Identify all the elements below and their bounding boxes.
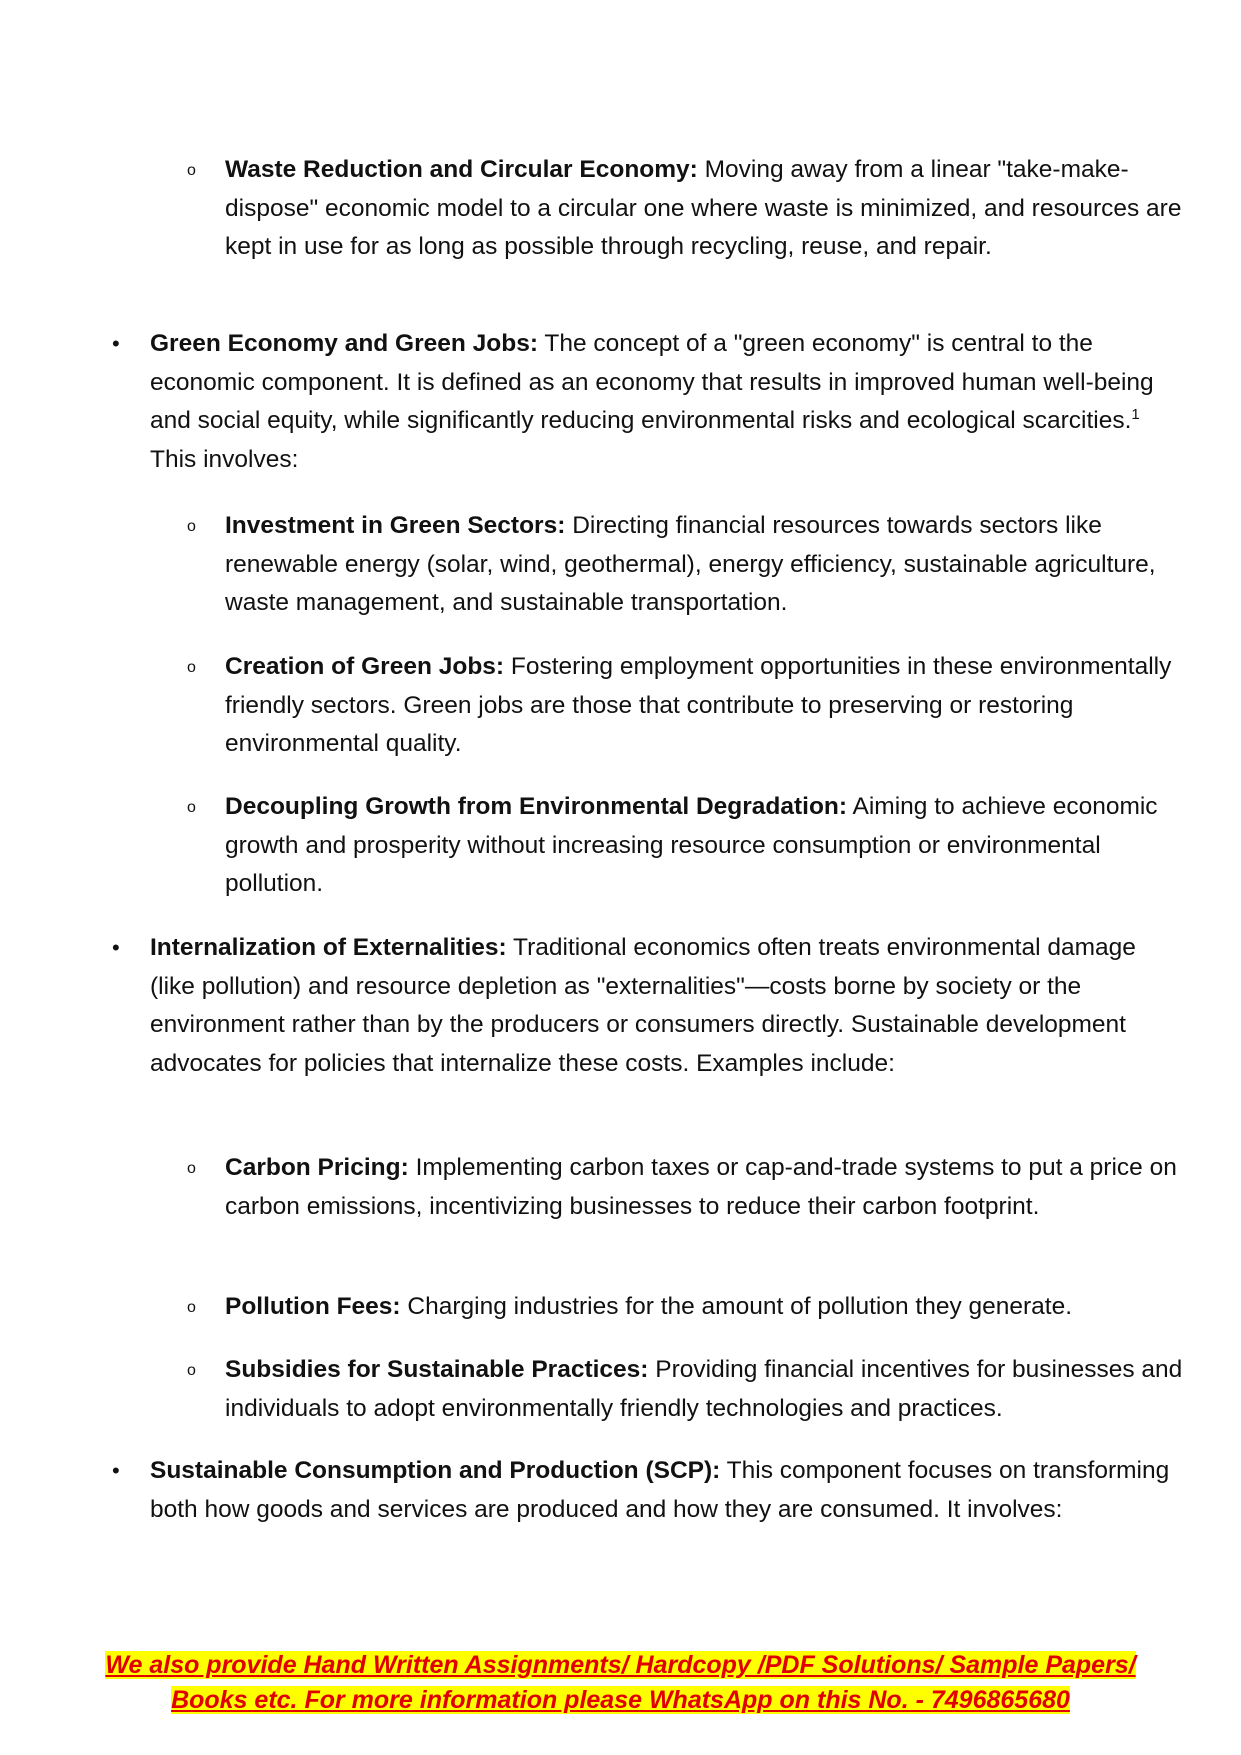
circle-bullet-icon: o	[187, 1160, 196, 1177]
promo-footer	[0, 1648, 1241, 1718]
list-item	[112, 929, 1170, 1083]
footnote-marker: 1	[1131, 405, 1140, 423]
item-title: Carbon Pricing:	[225, 1154, 409, 1181]
circle-bullet-icon: o	[187, 1299, 196, 1316]
item-text: This component focuses on transforming both how goods and services are produced and how they are consumed. It involves:	[150, 1457, 1170, 1523]
list-item	[187, 1149, 1185, 1226]
list-item	[187, 1351, 1185, 1428]
list-item	[187, 648, 1185, 764]
item-text-after: This involves:	[150, 445, 299, 473]
disc-bullet-icon: •	[112, 935, 120, 960]
item-text: The concept of a "green economy" is central to the economic component. It is defined as an economy that results in improved human well-being and social equity, while significantly reducing environmental risks and ecological scarcities.	[150, 330, 1154, 434]
footer-line-1: We also provide Hand Written Assignments/ Hardcopy /PDF Solutions/ Sample Papers/	[105, 1651, 1136, 1679]
item-title: Decoupling Growth from Environmental Degradation:	[225, 793, 848, 820]
item-title: Pollution Fees:	[225, 1293, 401, 1320]
circle-bullet-icon: o	[187, 162, 196, 179]
item-title: Green Economy and Green Jobs:	[150, 330, 539, 357]
footer-line-2: Books etc. For more information please WhatsApp on this No. - 7496865680	[171, 1686, 1070, 1714]
item-title: Investment in Green Sectors:	[225, 512, 566, 539]
list-item	[187, 151, 1185, 267]
item-title: Sustainable Consumption and Production (SCP):	[150, 1457, 721, 1484]
list-item	[112, 1452, 1170, 1529]
item-text: Aiming to achieve economic growth and prosperity without increasing resource consumption or environmental pollution.	[225, 793, 1158, 897]
circle-bullet-icon: o	[187, 1362, 196, 1379]
item-text: Implementing carbon taxes or cap-and-trade systems to put a price on carbon emissions, incentivizing businesses to reduce their carbon footprint.	[225, 1154, 1177, 1220]
item-text: Moving away from a linear "take-make-dispose" economic model to a circular one where waste is minimized, and resources are kept in use for as long as possible through recycling, reuse, and repair.	[225, 156, 1182, 260]
list-item	[187, 507, 1185, 623]
list-item	[112, 325, 1170, 479]
list-item	[187, 788, 1185, 904]
list-item	[187, 1288, 1185, 1327]
disc-bullet-icon: •	[112, 1458, 120, 1483]
disc-bullet-icon: •	[112, 331, 120, 356]
item-title: Waste Reduction and Circular Economy:	[225, 156, 698, 183]
circle-bullet-icon: o	[187, 799, 196, 816]
item-title: Internalization of Externalities:	[150, 934, 507, 961]
item-text: Fostering employment opportunities in these environmentally friendly sectors. Green jobs are those that contribute to preserving or restoring environmental quality.	[225, 653, 1172, 757]
item-title: Creation of Green Jobs:	[225, 653, 505, 680]
item-text: Providing financial incentives for businesses and individuals to adopt environmentally friendly technologies and practices.	[225, 1356, 1183, 1422]
item-text: Directing financial resources towards sectors like renewable energy (solar, wind, geothermal), energy efficiency, sustainable agriculture, waste management, and sustainable transportation.	[225, 512, 1156, 616]
item-text: Traditional economics often treats environmental damage (like pollution) and resource depletion as "externalities"—costs borne by society or the environment rather than by the producers or consumers directly. Sustainable development advocates for policies that internalize these costs. Examples include:	[150, 934, 1136, 1077]
circle-bullet-icon: o	[187, 659, 196, 676]
item-title: Subsidies for Sustainable Practices:	[225, 1356, 649, 1383]
item-text: Charging industries for the amount of pollution they generate.	[400, 1293, 1073, 1320]
circle-bullet-icon: o	[187, 518, 196, 535]
